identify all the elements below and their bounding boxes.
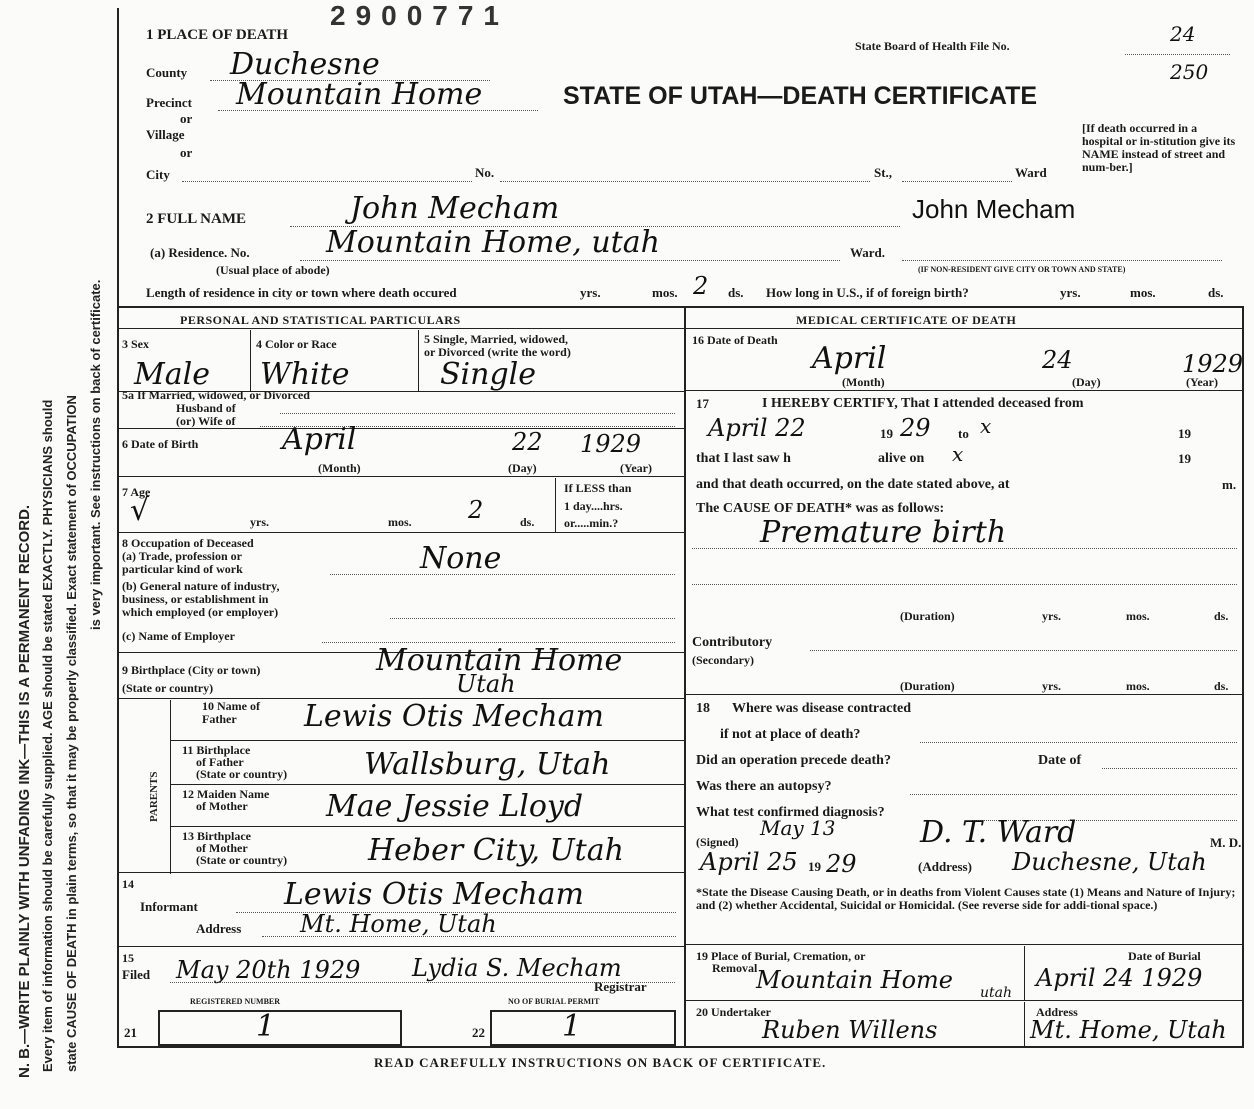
death-year: 1929: [1182, 350, 1244, 378]
footer-instructions: READ CAREFULLY INSTRUCTIONS ON BACK OF CERTIFICATE.: [374, 1055, 827, 1070]
burial-permit-value: 1: [562, 1009, 582, 1044]
mother-birthplace-3: (State or country): [196, 853, 288, 867]
sex-label: 3 Sex: [122, 337, 149, 351]
age-label: 7 Age: [122, 485, 151, 499]
dob-month: April: [282, 422, 357, 457]
spouse-label-3: (or) Wife of: [176, 414, 236, 428]
file-no-1: 24: [1170, 22, 1196, 46]
occupation-b1: (b) General nature of industry,: [122, 579, 280, 593]
to-value: x: [980, 414, 992, 438]
box-22-label: 22: [472, 1025, 485, 1040]
cause-value: Premature birth: [760, 515, 1007, 550]
duration-2-ds: ds.: [1214, 679, 1229, 693]
signed-label: (Signed): [696, 835, 739, 849]
test-label: What test confirmed diagnosis?: [696, 805, 885, 820]
burial-permit-label: NO OF BURIAL PERMIT: [508, 997, 600, 1006]
registrar-value: Lydia S. Mecham: [412, 954, 622, 982]
marital-value: Single: [440, 357, 537, 392]
birthplace-value-2: Utah: [456, 670, 516, 698]
non-resident-label: (IF NON-RESIDENT GIVE CITY OR TOWN AND STATE): [918, 265, 1126, 274]
us-ds-label: ds.: [1208, 285, 1224, 300]
length-yrs-label: yrs.: [580, 285, 601, 300]
occupation-1: 8 Occupation of Deceased: [122, 536, 254, 550]
father-value: Lewis Otis Mecham: [304, 699, 604, 734]
q18-num: 18: [696, 701, 710, 716]
registered-number-box: [158, 1010, 402, 1046]
side-note-2: Every item of information should be carefully supplied. AGE should be stated EXACTLY. PHYSICIANS should: [40, 399, 55, 1072]
contributory-label: Contributory: [692, 635, 773, 650]
dob-day: 22: [512, 428, 543, 456]
mother-name-value: Mae Jessie Lloyd: [326, 789, 584, 824]
filed-value: May 20th 1929: [176, 956, 361, 984]
mother-name-2: of Mother: [196, 799, 248, 813]
marital-label-1: 5 Single, Married, widowed,: [424, 332, 568, 346]
undertaker-address-label: Address: [1036, 1005, 1078, 1019]
burial-place-label-1: 19 Place of Burial, Cremation, or: [696, 949, 866, 963]
age-mos-value: 2: [468, 496, 484, 524]
certify-text: I HEREBY CERTIFY, That I attended deceased from: [762, 396, 1084, 411]
precinct-value: Mountain Home: [236, 77, 483, 112]
no-label: No.: [475, 165, 495, 180]
length-mos-value: 2: [693, 272, 709, 300]
from-year: 29: [900, 414, 931, 442]
st-label: St.,: [874, 165, 893, 180]
q18-label: Where was disease contracted: [732, 701, 911, 716]
to-year-prefix: 19: [1178, 426, 1191, 441]
side-note-3: state CAUSE OF DEATH in plain terms, so that it may be properly classified. Exact statement of OCCUPATION: [64, 395, 79, 1072]
or-2: or: [180, 145, 193, 160]
state-board-label: State Board of Health File No.: [855, 39, 1010, 53]
spouse-label-2: Husband of: [176, 401, 236, 415]
father-birthplace-1: 11 Birthplace: [182, 743, 251, 757]
full-name-label: 2 FULL NAME: [146, 211, 247, 227]
occupation-2: (a) Trade, profession or: [122, 549, 242, 563]
precinct-label: Precinct: [146, 95, 192, 110]
spouse-label-1: 5a If Married, widowed, or Divorced: [122, 388, 310, 402]
occupation-c: (c) Name of Employer: [122, 629, 235, 643]
burial-permit-box: [490, 1010, 676, 1046]
undertaker-label: 20 Undertaker: [696, 1005, 771, 1019]
father-label-1: 10 Name of: [202, 699, 260, 713]
death-occurred-label: and that death occurred, on the date stated above, at: [696, 477, 1010, 492]
mother-birthplace-2: of Mother: [196, 841, 248, 855]
length-ds-label: ds.: [728, 285, 744, 300]
informant-address-value: Mt. Home, Utah: [300, 910, 497, 938]
mother-birthplace-value: Heber City, Utah: [368, 833, 624, 868]
burial-place-label-2: Removal: [712, 961, 758, 975]
residence-value: Mountain Home, utah: [326, 225, 660, 260]
certificate-title: STATE OF UTAH—DEATH CERTIFICATE: [563, 82, 1038, 110]
secondary-label: (Secondary): [692, 653, 754, 667]
filed-label: Filed: [122, 967, 151, 982]
occupation-b3: which employed (or employer): [122, 605, 279, 619]
age-mark: √: [130, 493, 150, 528]
undertaker-value: Ruben Willens: [762, 1016, 938, 1044]
cause-label: The CAUSE OF DEATH* was as follows:: [696, 501, 945, 516]
md-label: M. D.: [1210, 835, 1242, 850]
hospital-note: [If death occurred in a hospital or in-stitution give its NAME instead of street and num-ber.]: [1082, 121, 1236, 174]
registrar-label: Registrar: [594, 979, 647, 994]
certify-num: 17: [696, 396, 709, 411]
death-day-label: (Day): [1072, 375, 1101, 389]
mother-birthplace-1: 13 Birthplace: [182, 829, 251, 843]
signed-year: 29: [826, 850, 857, 878]
less-than-3: or.....min.?: [564, 516, 619, 530]
alive-on-value: x: [952, 442, 964, 466]
dob-year-label: (Year): [620, 461, 652, 475]
usual-abode-label: (Usual place of abode): [216, 263, 330, 277]
parents-label: PARENTS: [148, 771, 160, 822]
signed-year-prefix: 19: [808, 859, 821, 874]
age-yrs-label: yrs.: [250, 515, 269, 529]
dob-label: 6 Date of Birth: [122, 437, 199, 451]
informant-label: Informant: [140, 899, 198, 914]
side-note-1: N. B.—WRITE PLAINLY WITH UNFADING INK—THIS IS A PERMANENT RECORD.: [16, 504, 33, 1078]
county-label: County: [146, 65, 188, 80]
duration-2-label: (Duration): [900, 679, 955, 693]
physician-address-value: Duchesne, Utah: [1012, 848, 1207, 876]
or-1: or: [180, 111, 193, 126]
alive-on-label: alive on: [878, 451, 925, 466]
signed-date: April 25: [700, 848, 798, 876]
personal-heading: PERSONAL AND STATISTICAL PARTICULARS: [180, 313, 461, 327]
residence-label: (a) Residence. No.: [150, 245, 250, 260]
duration-1-mos: mos.: [1126, 609, 1150, 623]
operation-date-label: Date of: [1038, 753, 1082, 768]
operation-label: Did an operation precede death?: [696, 753, 891, 768]
death-month: April: [812, 341, 887, 376]
q18b-label: if not at place of death?: [720, 727, 861, 742]
ward-label-2: Ward.: [850, 245, 886, 260]
city-label: City: [146, 167, 170, 182]
footnote: *State the Disease Causing Death, or in deaths from Violent Causes state (1) Means and Nature of Injury; and (2) whether Accidental, Suicidal or Homicidal. (See reverse side for addi-tional space.): [696, 885, 1236, 912]
to-label: to: [958, 426, 969, 441]
mother-name-1: 12 Maiden Name: [182, 787, 270, 801]
us-residence-label: How long in U.S., if of foreign birth?: [766, 285, 969, 300]
from-year-prefix: 19: [880, 426, 893, 441]
attended-from: April 22: [708, 414, 806, 442]
color-label: 4 Color or Race: [256, 337, 337, 351]
m-label: m.: [1222, 477, 1237, 492]
autopsy-label: Was there an autopsy?: [696, 779, 832, 794]
side-note-4: is very important. See instructions on back of certificate.: [88, 279, 103, 630]
duration-1-yrs: yrs.: [1042, 609, 1061, 623]
full-name-value: John Mecham: [350, 191, 560, 226]
color-value: White: [260, 357, 350, 392]
less-than-1: If LESS than: [564, 481, 632, 495]
place-of-death-label: 1 PLACE OF DEATH: [146, 27, 289, 43]
physician-address-label: (Address): [918, 859, 972, 874]
father-birthplace-3: (State or country): [196, 767, 288, 781]
age-ds-label: ds.: [520, 515, 535, 529]
death-date-label: 16 Date of Death: [692, 333, 778, 347]
dob-year: 1929: [580, 430, 642, 458]
village-label: Village: [146, 127, 185, 142]
father-label-2: Father: [202, 712, 237, 726]
occupation-b2: business, or establishment in: [122, 592, 269, 606]
undertaker-address-value: Mt. Home, Utah: [1030, 1016, 1227, 1044]
signed-value: D. T. Ward: [920, 815, 1077, 850]
less-than-2: 1 day....hrs.: [564, 499, 623, 513]
file-no-2: 250: [1170, 60, 1209, 84]
sex-value: Male: [134, 357, 210, 392]
duration-2-mos: mos.: [1126, 679, 1150, 693]
father-birthplace-2: of Father: [196, 755, 244, 769]
marital-label-2: or Divorced (write the word): [424, 345, 571, 359]
occupation-3: particular kind of work: [122, 562, 243, 576]
informant-address-label: Address: [196, 921, 242, 936]
burial-place-value-2: utah: [980, 985, 1013, 1001]
length-residence-label: Length of residence in city or town where death occured: [146, 285, 457, 300]
informant-value: Lewis Otis Mecham: [284, 877, 584, 912]
stamp-number: 2900771: [330, 0, 510, 31]
death-day: 24: [1042, 346, 1073, 374]
alive-year-prefix: 19: [1178, 451, 1191, 466]
duration-1-ds: ds.: [1214, 609, 1229, 623]
county-value: Duchesne: [230, 47, 380, 82]
birthplace-label-1: 9 Birthplace (City or town): [122, 663, 261, 677]
age-mos-label: mos.: [388, 515, 412, 529]
duration-1-label: (Duration): [900, 609, 955, 623]
birthplace-value-1: Mountain Home: [376, 643, 623, 678]
us-yrs-label: yrs.: [1060, 285, 1081, 300]
last-saw-label: that I last saw h: [696, 451, 791, 466]
birthplace-label-2: (State or country): [122, 681, 214, 695]
full-name-typed: John Mecham: [912, 194, 1076, 224]
burial-place-value: Mountain Home: [756, 966, 953, 994]
box-21-label: 21: [124, 1025, 137, 1040]
dob-day-label: (Day): [508, 461, 537, 475]
burial-date-value: April 24 1929: [1036, 964, 1203, 992]
ward-label: Ward: [1015, 165, 1047, 180]
signed-date-2: May 13: [760, 816, 836, 840]
burial-date-label: Date of Burial: [1128, 949, 1201, 963]
death-month-label: (Month): [842, 375, 885, 389]
occupation-value: None: [420, 541, 502, 576]
informant-num: 14: [122, 877, 134, 891]
death-year-label: (Year): [1186, 375, 1218, 389]
registered-number-label: REGISTERED NUMBER: [190, 997, 281, 1006]
duration-2-yrs: yrs.: [1042, 679, 1061, 693]
dob-month-label: (Month): [318, 461, 361, 475]
us-mos-label: mos.: [1130, 285, 1156, 300]
registered-number-value: 1: [256, 1009, 276, 1044]
length-mos-label: mos.: [652, 285, 678, 300]
father-birthplace-value: Wallsburg, Utah: [364, 747, 611, 782]
medical-heading: MEDICAL CERTIFICATE OF DEATH: [796, 313, 1017, 327]
filed-num: 15: [122, 951, 134, 965]
